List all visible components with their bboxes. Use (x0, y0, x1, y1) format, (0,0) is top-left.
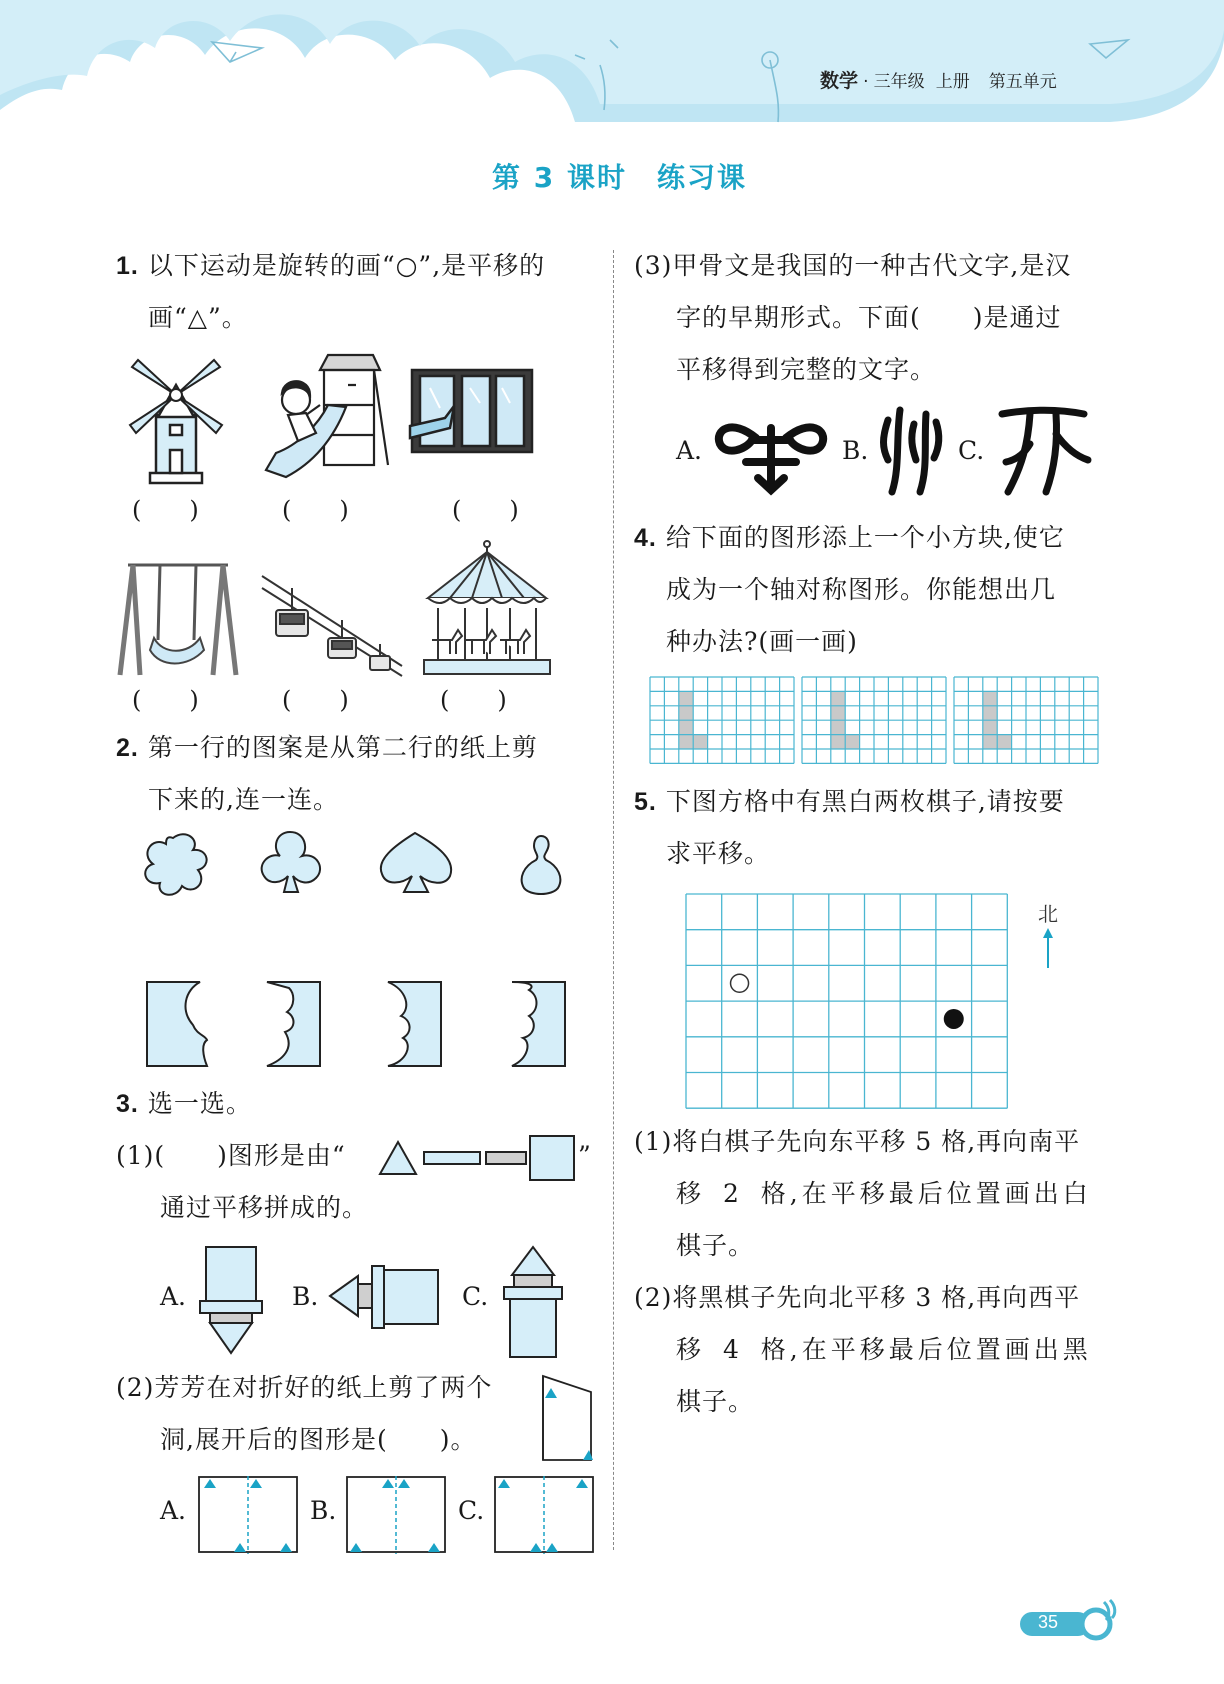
slide-icon (258, 345, 388, 480)
q4-grid-3[interactable] (954, 677, 1098, 763)
paper-1 (147, 982, 207, 1066)
l-shape-cell (983, 720, 997, 734)
q5-line1 (634, 776, 1065, 828)
l-shape-cell (983, 706, 997, 720)
q3-p1-line1b: ” (578, 1141, 592, 1170)
triangle-piece (380, 1142, 416, 1174)
column-divider (613, 250, 614, 1550)
header-volume: 上册 (935, 72, 970, 92)
q4-grids (648, 675, 1118, 765)
q5-p2-line1: (2)将黑棋子先向北平移 3 格,再向西平 (634, 1283, 1081, 1312)
q3-p1-pieces (378, 1134, 578, 1184)
q4-line3: 种办法?(画一画) (666, 627, 858, 656)
chess-board-grid (684, 892, 1014, 1112)
q3-p1-opt-a[interactable]: A. (160, 1282, 187, 1311)
q5-p2-line3: 棋子。 (676, 1387, 755, 1416)
q2-number: 2. (116, 734, 139, 762)
q3-p1-opt-b[interactable]: B. (292, 1282, 319, 1311)
l-shape-cell (679, 720, 693, 734)
north-label: 北 (1038, 902, 1058, 926)
q3-p1-opt-c[interactable]: C. (462, 1282, 489, 1311)
short-rect-piece (486, 1152, 526, 1164)
q2-line2: 下来的,连一连。 (148, 785, 339, 814)
gourd-shape (522, 836, 561, 894)
q1-answer-6[interactable]: ( ) (440, 686, 507, 714)
page-number-badge (1018, 1598, 1118, 1648)
l-shape-cell (679, 691, 693, 705)
l-shape-cell (679, 706, 693, 720)
q5-p1-line2: 移 2 格,在平移最后位置画出白 (676, 1179, 1092, 1208)
cable-car-icon (262, 568, 402, 678)
q1-answer-4[interactable]: ( ) (132, 686, 199, 714)
q5-p1-line1: (1)将白棋子先向东平移 5 格,再向南平 (634, 1127, 1081, 1156)
q3-3-opt-c[interactable]: C. (958, 436, 985, 465)
q3-p2-figure-c (494, 1476, 594, 1554)
q3-p1-figure-b (328, 1262, 443, 1332)
q1-answer-2[interactable]: ( ) (282, 496, 349, 524)
q3-title-line (116, 1078, 252, 1130)
q3-p1-figure-c (500, 1245, 570, 1360)
q3-p2-line2: 洞,展开后的图形是( )。 (160, 1425, 477, 1454)
q2-line1 (116, 722, 538, 774)
folded-paper-figure (537, 1370, 597, 1465)
square-piece (530, 1136, 574, 1180)
page-title: 第 3 课时 练习课 (492, 161, 747, 194)
q5-line2: 求平移。 (666, 839, 771, 868)
q1-answer-3[interactable]: ( ) (452, 496, 519, 524)
oracle-char-a (712, 408, 832, 498)
q3-title: 选一选。 (147, 1089, 252, 1118)
q4-line2: 成为一个轴对称图形。你能想出几 (666, 575, 1057, 604)
header-dot: · (863, 72, 869, 92)
paper-2 (267, 982, 320, 1066)
q3-p2-opt-b[interactable]: B. (310, 1496, 337, 1525)
flower-shape (145, 834, 206, 895)
q5-p2-line2: 移 4 格,在平移最后位置画出黑 (676, 1335, 1092, 1364)
q3-p2-opt-a[interactable]: A. (160, 1496, 187, 1525)
q4-grid-1[interactable] (650, 677, 794, 763)
club-shape (262, 832, 320, 892)
q3-number: 3. (116, 1090, 139, 1118)
q3-3-line2: 字的早期形式。下面( )是通过 (676, 303, 1062, 332)
q3-p2-opt-c[interactable]: C. (458, 1496, 485, 1525)
l-shape-cell (831, 720, 845, 734)
l-shape-cell (983, 691, 997, 705)
q3-p1-line1a: (1)( )图形是由“ (116, 1141, 346, 1170)
oracle-char-c (994, 404, 1094, 499)
q4-number: 4. (634, 524, 657, 552)
q5-number: 5. (634, 788, 657, 816)
l-shape-cell (845, 735, 859, 749)
l-shape-cell (831, 706, 845, 720)
page-number: 35 (1038, 1612, 1059, 1632)
q2-cut-shapes (138, 828, 598, 908)
l-shape-cell (983, 735, 997, 749)
oracle-char-b (878, 408, 948, 498)
q4-grid-2[interactable] (802, 677, 946, 763)
q1-line1 (116, 240, 545, 292)
carousel-icon (420, 540, 555, 680)
q5-text: 下图方格中有黑白两枚棋子,请按要 (665, 787, 1065, 816)
swing-icon (118, 560, 238, 680)
header-unit: 第五单元 (988, 72, 1057, 92)
q3-3-line3: 平移得到完整的文字。 (676, 355, 937, 384)
q3-p1-figure-a (198, 1245, 268, 1355)
q3-p1-line2: 通过平移拼成的。 (160, 1193, 369, 1222)
q3-3-line1: (3)甲骨文是我国的一种古代文字,是汉 (634, 251, 1072, 280)
black-chess-piece[interactable] (944, 1009, 964, 1029)
l-shape-cell (997, 735, 1011, 749)
paper-3 (388, 982, 441, 1066)
q3-p2-figure-a (198, 1476, 298, 1554)
q1-line2: 画“△”。 (148, 303, 248, 332)
windmill-icon (128, 355, 228, 485)
header-subject: 数学 (820, 70, 859, 92)
l-shape-cell (831, 735, 845, 749)
q3-3-opt-a[interactable]: A. (676, 436, 703, 465)
l-shape-cell (679, 735, 693, 749)
q4-text: 给下面的图形添上一个小方块,使它 (665, 523, 1065, 552)
q4-line1 (634, 512, 1065, 564)
header-grade: 三年级 (873, 72, 925, 92)
north-arrow-icon (1041, 926, 1055, 970)
q3-3-opt-b[interactable]: B. (842, 436, 869, 465)
q5-p1-line3: 棋子。 (676, 1231, 755, 1260)
paper-4 (512, 982, 565, 1066)
l-shape-cell (831, 691, 845, 705)
white-chess-piece[interactable] (731, 974, 749, 992)
l-shape-cell (693, 735, 707, 749)
window-icon (410, 368, 535, 458)
spade-shape (381, 833, 451, 892)
long-rect-piece (424, 1152, 480, 1164)
q2-text: 第一行的图案是从第二行的纸上剪 (147, 733, 538, 762)
q1-number: 1. (116, 252, 139, 280)
q2-paper-shapes (145, 980, 585, 1070)
q3-p2-figure-b (346, 1476, 446, 1554)
q1-answer-1[interactable]: ( ) (132, 496, 199, 524)
q3-p2-line1: (2)芳芳在对折好的纸上剪了两个 (116, 1373, 493, 1402)
q1-answer-5[interactable]: ( ) (282, 686, 349, 714)
q1-text: 以下运动是旋转的画“○”,是平移的 (147, 251, 546, 280)
header-info (820, 66, 1057, 93)
